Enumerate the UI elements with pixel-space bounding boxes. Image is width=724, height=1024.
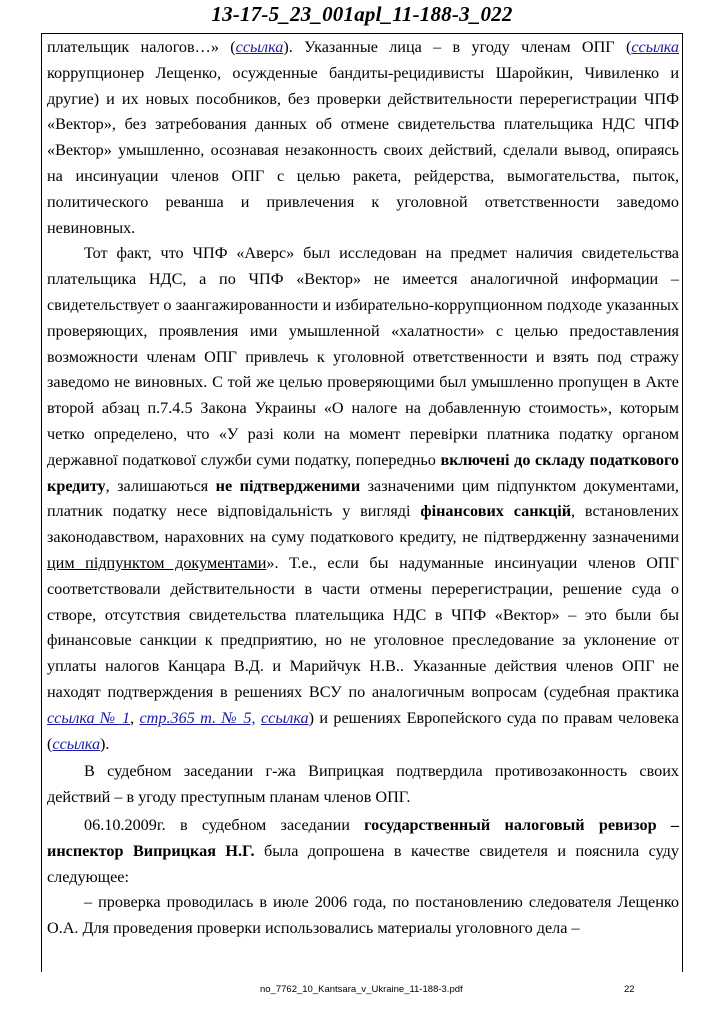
link-ssylka[interactable]: ссылка bbox=[260, 708, 309, 727]
bold-text: не підтвердженими bbox=[215, 476, 361, 495]
text-run: зазначеними цим підпунктом документами, платник податку несе відповідальність у вигляді bbox=[47, 476, 679, 521]
link-ssylka[interactable]: ссылка bbox=[52, 734, 101, 753]
text-run: , встановлених законодавством, нараховних на суму податкового кредиту, не підтвердженну зазначеними bbox=[47, 502, 679, 547]
text-run: была допрошена в качестве свидетеля и пояснила суду следующее: bbox=[47, 841, 679, 886]
paragraph-5: – проверка проводилась в июле 2006 года, по постановлению следователя Лещенко О.А. Для проведения проверки использовались материалы уголовного дела – bbox=[47, 893, 679, 938]
paragraph-2 bbox=[47, 241, 679, 757]
page-frame bbox=[41, 33, 683, 972]
text-run: , bbox=[130, 708, 140, 727]
document-header: 13-17-5_23_001apl_11-188-3_022 bbox=[211, 2, 513, 26]
link-ssylka-1[interactable]: ссылка № 1 bbox=[47, 708, 131, 727]
paragraph-1 bbox=[47, 35, 679, 241]
text-run: ». Т.е., если бы надуманные инсинуации членов ОПГ соответствовали действительности в части отмены перерегистрации, решение суда о створе, отсутствия свидетельства плательщика НДС в ЧПФ «Вектор» – это были бы финансовые санкции к предприятию, но не уголовное преследование за уклонение от уплаты налогов Канцара В.Д. и Марийчук Н.В.. Указанные действия членов ОПГ не находят подтверждения в решениях ВСУ по аналогичным вопросам (судебная практика bbox=[47, 553, 679, 701]
paragraph-3: В судебном заседании г-жа Виприцкая подтвердила противозаконность своих действий – в угоду преступным планам членов ОПГ. bbox=[47, 762, 679, 807]
text-run: 06.10.2009г. в судебном заседании bbox=[84, 815, 365, 834]
link-ssylka[interactable]: ссылка bbox=[631, 38, 680, 56]
bold-text: фінансових санкцій bbox=[420, 502, 572, 521]
text-run: Тот факт, что ЧПФ «Аверс» был исследован на предмет наличия свидетельства плательщика НДС, а по ЧПФ «Вектор» не имеется аналогичной информации – свидетельствует о заангажированности и избирательно-коррупционном подходе указанных проверяющих, проявления ими умышленной «халатности» с целью предоставления возможности членам ОПГ привлечь к уголовной ответственности и взять под стражу заведомо не виновных. С той же целью проверяющими был умышленно пропущен в Акте второй абзац п.7.4.5 Закона Украины «О налоге на добавленную стоимость», которым четко определено, что «У разі коли на момент перевірки платника податку органом державної податкової служби суми податку, попередньо bbox=[47, 244, 679, 469]
text-run: , залишаються bbox=[105, 476, 216, 495]
text-run: плательщик налогов…» ( bbox=[47, 38, 236, 56]
underlined-text: цим підпунктом документами bbox=[47, 553, 267, 572]
bold-text: государственный налоговый ревизор – инспектор Виприцкая Н.Г. bbox=[47, 815, 679, 860]
document-body bbox=[42, 35, 682, 942]
text-run: ). bbox=[100, 734, 110, 753]
footer-filename: no_7762_10_Kantsara_v_Ukraine_11-188-3.pdf bbox=[260, 984, 463, 995]
text-run: коррупционер Лещенко, осужденные бандиты-рецидивисты Шаройкин, Чивиленко и другие) и их новых пособников, без проверки действительности перерегистрации ЧПФ «Вектор», без затребования данных об отмене свидетельства плательщика НДС ЧПФ «Вектор» умышленно, осознавая незаконность своих действий, сделали вывод, опираясь на инсинуации членов ОПГ с целью ракета, рейдерства, вымогательства, пыток, политического реванша и привлечения к уголовной ответственности заведомо невиновных. bbox=[47, 63, 679, 237]
text-run: ) и решениях Европейского суда по правам человека ( bbox=[47, 708, 679, 753]
text-run: ). Указанные лица – в угоду членам ОПГ ( bbox=[283, 38, 632, 56]
page-number: 22 bbox=[624, 984, 635, 995]
bold-text: включені до складу податкового кредиту bbox=[47, 450, 679, 495]
paragraph-4 bbox=[47, 813, 679, 890]
link-ssylka[interactable]: ссылка bbox=[235, 38, 284, 56]
link-page-365[interactable]: стр.365 т. № 5, bbox=[139, 708, 256, 727]
